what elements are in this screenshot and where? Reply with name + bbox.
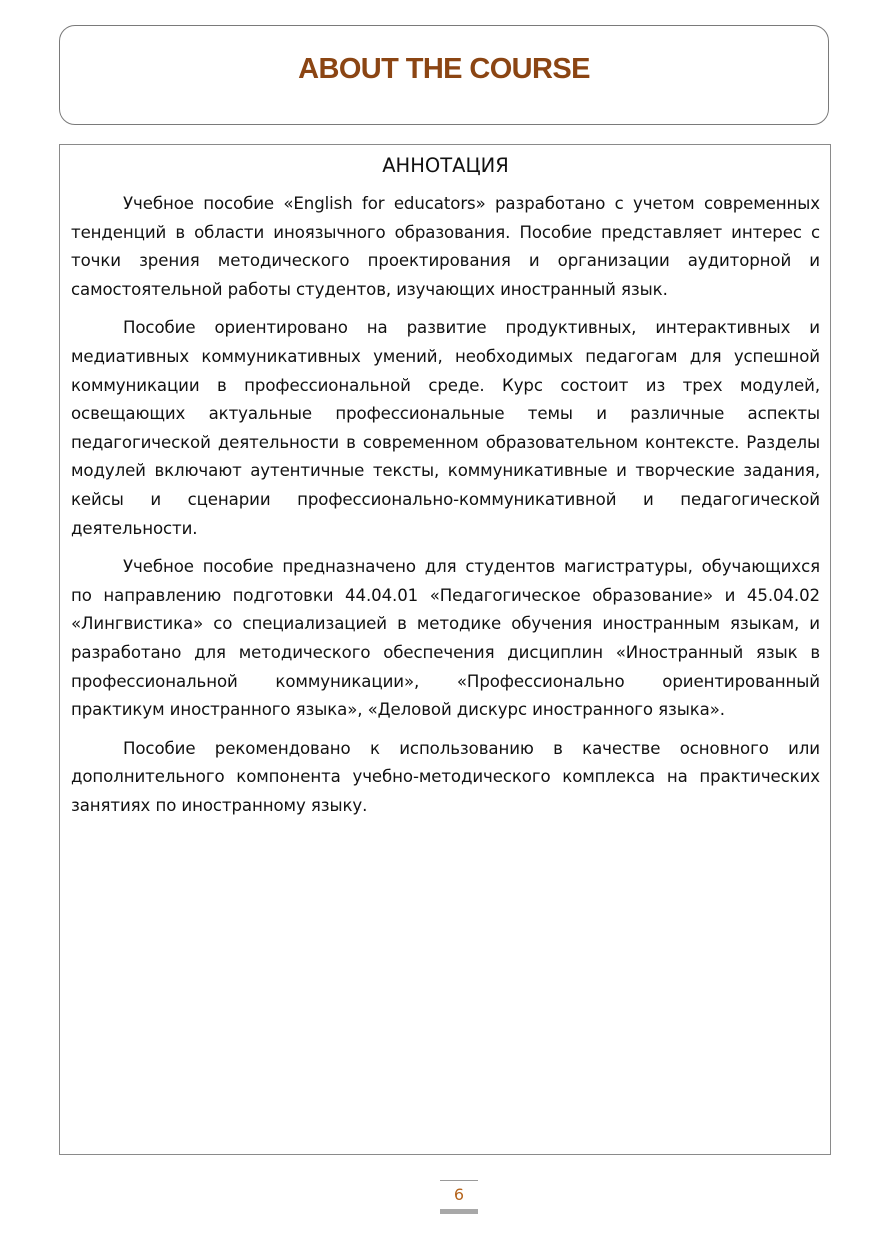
paragraph-2: Пособие ориентировано на развитие продуктивных, интерактивных и медиативных коммуникативных умений, необходимых педагогам для успешной коммуникации в профессиональной среде. Курс состоит из трех модулей, освещающих актуальные профессиональные темы и различные аспекты педагогической деятельности в современном образовательном контексте. Разделы модулей включают аутентичные тексты, коммуникативные и творческие задания, кейсы и сценарии профессионально-коммуникативной и педагогической деятельности. [71, 318, 820, 538]
section-title: АННОТАЦИЯ [382, 154, 509, 177]
header-box [59, 25, 829, 125]
paragraph-1: Учебное пособие «English for educators» разработано с учетом современных тенденций в области иноязычного образования. Пособие представляет интерес с точки зрения методического проектирования и организации аудиторной и самостоятельной работы студентов, изучающих иностранный язык. [71, 194, 820, 299]
paragraph-3: Учебное пособие предназначено для студентов магистратуры, обучающихся по направлению подготовки 44.04.01 «Педагогическое образование» и 45.04.02 «Лингвистика» со специализацией в методике обучения иностранным языкам, и разработано для методического обеспечения дисциплин «Иностранный язык в профессиональной коммуникации», «Профессионально ориентированный практикум иностранного языка», «Деловой дискурс иностранного языка». [71, 557, 820, 720]
page-number: 6 [453, 1185, 465, 1204]
paragraph-4: Пособие рекомендовано к использованию в качестве основного или дополнительного компонента учебно-методического комплекса на практических занятиях по иностранному языку. [71, 738, 820, 815]
page-footer [440, 1180, 478, 1214]
page-title: ABOUT THE COURSE [298, 52, 590, 85]
content-box [59, 144, 831, 1155]
